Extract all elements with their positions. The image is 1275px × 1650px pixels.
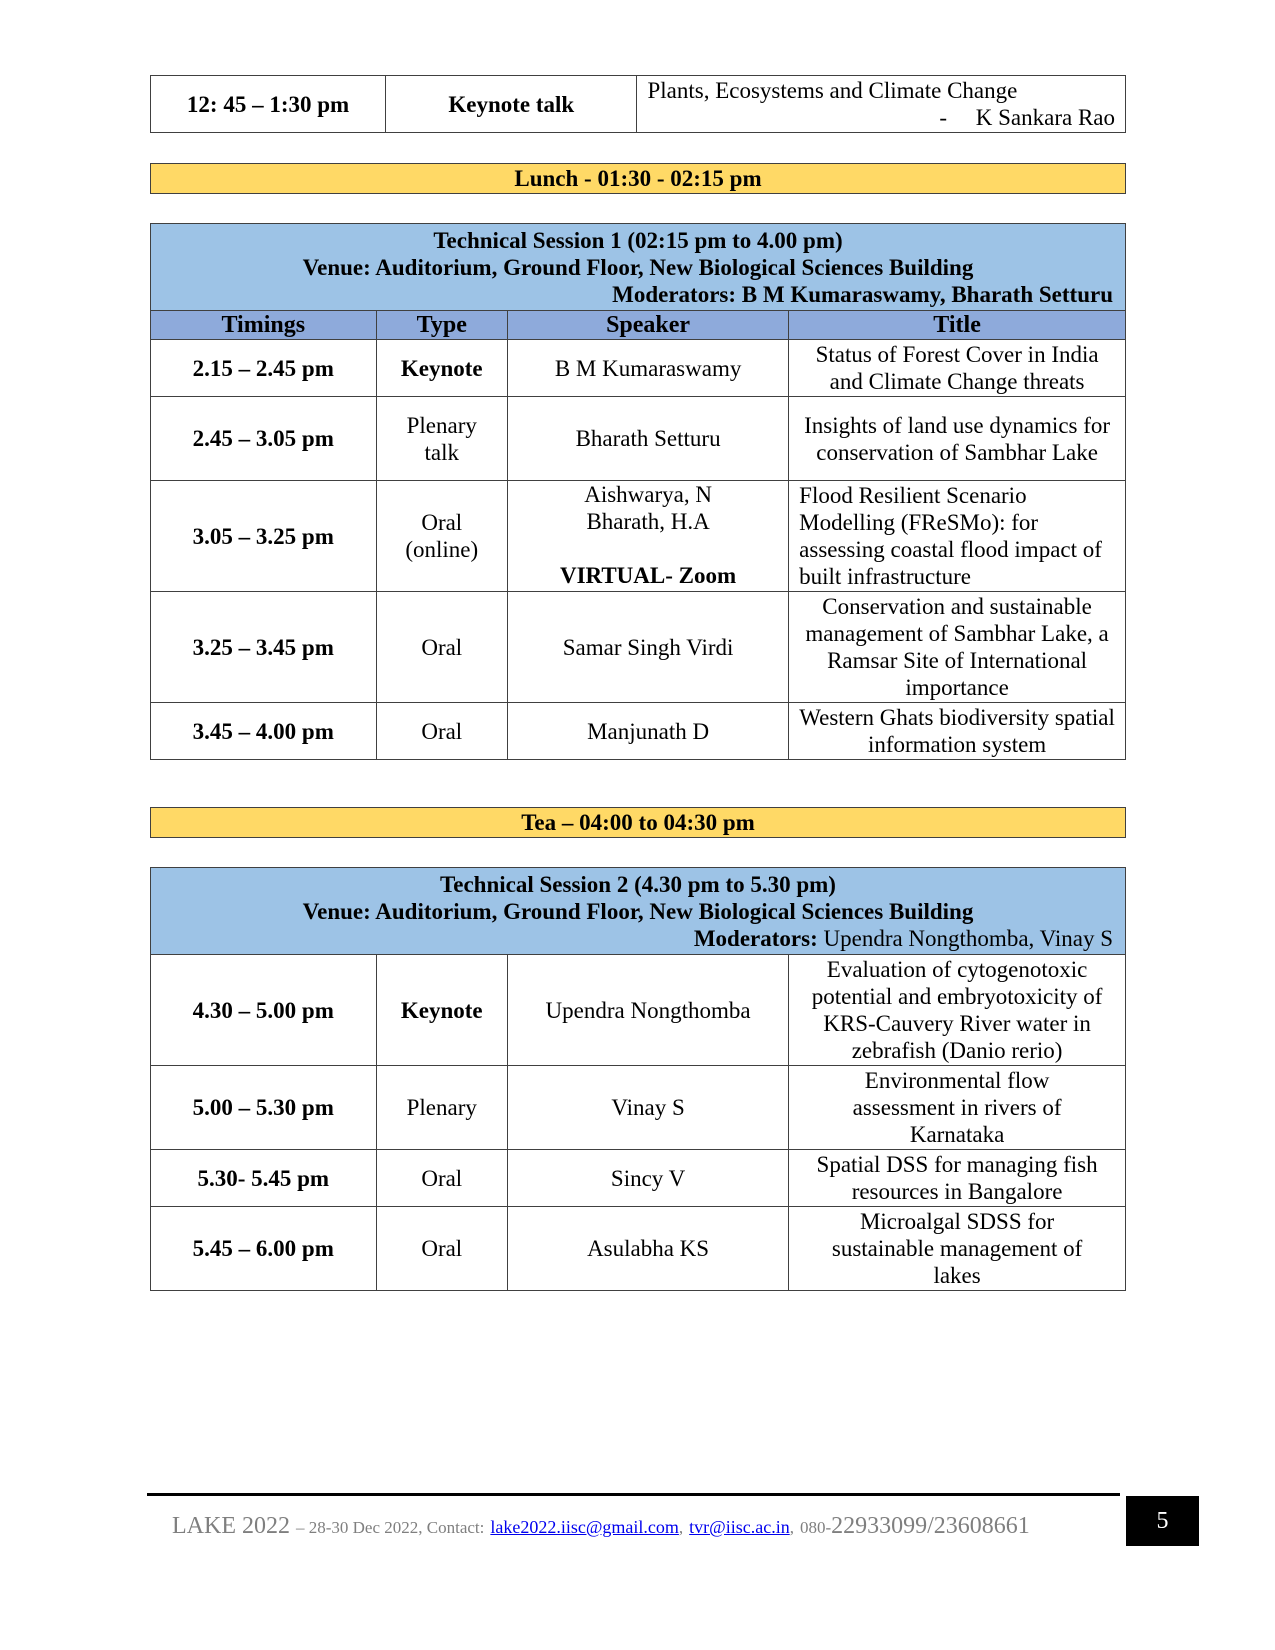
table-row	[151, 1150, 1126, 1207]
title-cell: Flood Resilient Scenario Modelling (FReSMo): for assessing coastal flood impact of built infrastructure	[789, 481, 1126, 592]
session1-title: Technical Session 1 (02:15 pm to 4.00 pm)	[433, 227, 843, 253]
event-name: LAKE 2022	[172, 1513, 290, 1539]
separator: ,	[789, 1518, 794, 1537]
lunch-break-bar: Lunch - 01:30 - 02:15 pm	[150, 163, 1126, 194]
virtual-zoom-label: VIRTUAL- Zoom	[559, 563, 737, 588]
email-link-tvr[interactable]: tvr@iisc.ac.in	[689, 1517, 790, 1537]
keynote-time: 12: 45 – 1:30 pm	[151, 76, 386, 133]
table-row	[151, 76, 1126, 133]
title-cell: Evaluation of cytogenotoxic potential and embryotoxicity of KRS-Cauvery River water in zebrafish (Danio rerio)	[789, 955, 1126, 1066]
keynote-type: Keynote talk	[386, 76, 637, 133]
moderators-label: Moderators:	[693, 925, 818, 951]
speaker-cell: Upendra Nongthomba	[508, 955, 789, 1066]
speaker-cell: Bharath Setturu	[508, 397, 789, 481]
type-cell: Keynote	[376, 340, 507, 397]
title-cell: Western Ghats biodiversity spatial information system	[789, 703, 1126, 760]
title-cell: Spatial DSS for managing fish resources in Bangalore	[789, 1150, 1126, 1207]
event-dates: – 28-30 Dec 2022, Contact:	[295, 1518, 485, 1537]
session2-moderators-line	[163, 925, 1113, 952]
session1-header-cell	[151, 224, 1126, 311]
time-cell: 5.00 – 5.30 pm	[151, 1066, 377, 1150]
phone-number: 22933099/23608661	[831, 1513, 1030, 1539]
keynote-speaker: - K Sankara Rao	[939, 105, 1115, 130]
footer	[172, 1513, 1030, 1540]
speaker-cell: Asulabha KS	[508, 1207, 789, 1291]
moderators-label: Moderators:	[612, 281, 737, 307]
type-cell: Oral	[376, 703, 507, 760]
speaker-name: Aishwarya, N	[584, 482, 712, 507]
separator: ,	[678, 1518, 684, 1537]
table-row	[151, 481, 1126, 592]
session2-title: Technical Session 2 (4.30 pm to 5.30 pm)	[440, 871, 836, 897]
session1-moderators: B M Kumaraswamy, Bharath Setturu	[741, 281, 1113, 307]
session2-venue: Venue: Auditorium, Ground Floor, New Biological Sciences Building	[302, 898, 974, 924]
type-cell: Keynote	[376, 955, 507, 1066]
tea-break-bar: Tea – 04:00 to 04:30 pm	[150, 807, 1126, 838]
email-link-lake2022[interactable]: lake2022.iisc@gmail.com	[490, 1517, 679, 1537]
speaker-cell: Sincy V	[508, 1150, 789, 1207]
time-cell: 2.45 – 3.05 pm	[151, 397, 377, 481]
speaker-cell: Manjunath D	[508, 703, 789, 760]
type-cell: Oral	[376, 1150, 507, 1207]
table-row	[151, 592, 1126, 703]
title-cell: Status of Forest Cover in India and Climate Change threats	[789, 340, 1126, 397]
footer-divider	[147, 1493, 1120, 1496]
type-cell: Oral (online)	[376, 481, 507, 592]
time-cell: 3.25 – 3.45 pm	[151, 592, 377, 703]
header-type: Type	[376, 311, 507, 340]
table-row	[151, 1207, 1126, 1291]
phone-prefix: 080-	[799, 1518, 832, 1537]
table-row	[151, 340, 1126, 397]
title-cell: Insights of land use dynamics for conservation of Sambhar Lake	[789, 397, 1126, 481]
title-cell: Conservation and sustainable management of Sambhar Lake, a Ramsar Site of International importance	[789, 592, 1126, 703]
table-row	[151, 397, 1126, 481]
keynote-title-cell	[637, 76, 1126, 133]
time-cell: 3.45 – 4.00 pm	[151, 703, 377, 760]
title-cell: Microalgal SDSS for sustainable management of lakes	[789, 1207, 1126, 1291]
type-cell: Oral	[376, 1207, 507, 1291]
column-headers	[151, 311, 1126, 340]
session1-venue: Venue: Auditorium, Ground Floor, New Biological Sciences Building	[302, 254, 974, 280]
speaker-name-2: Bharath, H.A	[586, 509, 710, 534]
title-cell: Environmental flow assessment in rivers of Karnataka	[789, 1066, 1126, 1150]
time-cell: 4.30 – 5.00 pm	[151, 955, 377, 1066]
session1-header	[151, 224, 1126, 311]
header-speaker: Speaker	[508, 311, 789, 340]
session2-table	[150, 867, 1126, 1291]
type-cell: Plenary	[376, 1066, 507, 1150]
table-row	[151, 1066, 1126, 1150]
session2-header	[151, 868, 1126, 955]
keynote-title: Plants, Ecosystems and Climate Change	[647, 78, 1018, 103]
time-cell: 5.30- 5.45 pm	[151, 1150, 377, 1207]
time-cell: 3.05 – 3.25 pm	[151, 481, 377, 592]
session1-moderators-line	[163, 281, 1113, 308]
type-cell: Plenary talk	[376, 397, 507, 481]
header-title: Title	[789, 311, 1126, 340]
header-timings: Timings	[151, 311, 377, 340]
keynote-table	[150, 75, 1126, 133]
speaker-cell: B M Kumaraswamy	[508, 340, 789, 397]
page-number: 5	[1126, 1496, 1199, 1546]
time-cell: 2.15 – 2.45 pm	[151, 340, 377, 397]
session2-moderators: Upendra Nongthomba, Vinay S	[823, 925, 1113, 951]
table-row	[151, 955, 1126, 1066]
type-cell: Oral	[376, 592, 507, 703]
time-cell: 5.45 – 6.00 pm	[151, 1207, 377, 1291]
session1-table	[150, 223, 1126, 760]
speaker-cell	[508, 481, 789, 592]
session2-header-cell	[151, 868, 1126, 955]
speaker-cell: Vinay S	[508, 1066, 789, 1150]
speaker-cell: Samar Singh Virdi	[508, 592, 789, 703]
table-row	[151, 703, 1126, 760]
